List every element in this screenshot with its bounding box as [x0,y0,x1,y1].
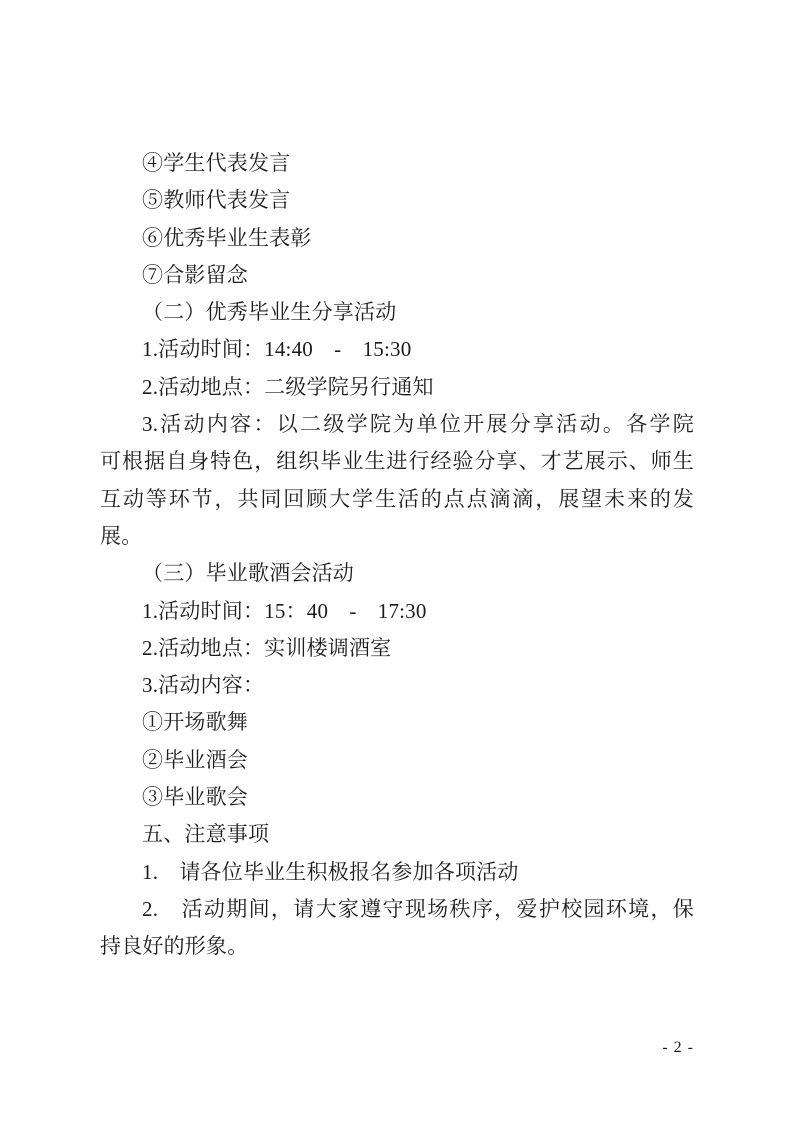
list-item-circled-3: ③毕业歌会 [142,785,248,810]
activity-time-line: 1.活动时间：15：40 - 17:30 [142,598,427,623]
paragraph-line: 持良好的形象。 [100,934,249,959]
section-heading-notes: 五、注意事项 [142,822,270,847]
activity-place-line: 2.活动地点：实训楼调酒室 [142,635,392,660]
list-item-circled-2: ②毕业酒会 [142,747,248,772]
activity-time-line: 1.活动时间：14:40 - 15:30 [142,337,412,362]
document-body [100,145,694,966]
activity-content-line: 3.活动内容：以二级学院为单位开展分享活动。各学院 [142,412,694,437]
note-item-1: 1. 请各位毕业生积极报名参加各项活动 [142,859,519,884]
list-item-circled-5: ⑤教师代表发言 [142,188,291,213]
list-item-circled-4: ④学生代表发言 [142,151,291,175]
list-item-circled-7: ⑦合影留念 [142,262,248,287]
activity-place-line: 2.活动地点：二级学院另行通知 [142,374,434,399]
section-heading-2: （二）优秀毕业生分享活动 [142,300,397,325]
page-number: - 2 - [662,1039,694,1056]
note-item-2: 2. 活动期间，请大家遵守现场秩序，爱护校园环境，保 [142,896,694,921]
paragraph-line: 展。 [100,523,143,548]
list-item-circled-6: ⑥优秀毕业生表彰 [142,225,312,250]
paragraph-line: 可根据自身特色，组织毕业生进行经验分享、才艺展示、师生 [100,449,694,474]
list-item-circled-1: ①开场歌舞 [142,710,248,735]
paragraph-line: 互动等环节，共同回顾大学生活的点点滴滴，展望未来的发 [100,486,694,511]
section-heading-3: （三）毕业歌酒会活动 [142,561,354,586]
activity-content-line: 3.活动内容： [142,673,265,698]
